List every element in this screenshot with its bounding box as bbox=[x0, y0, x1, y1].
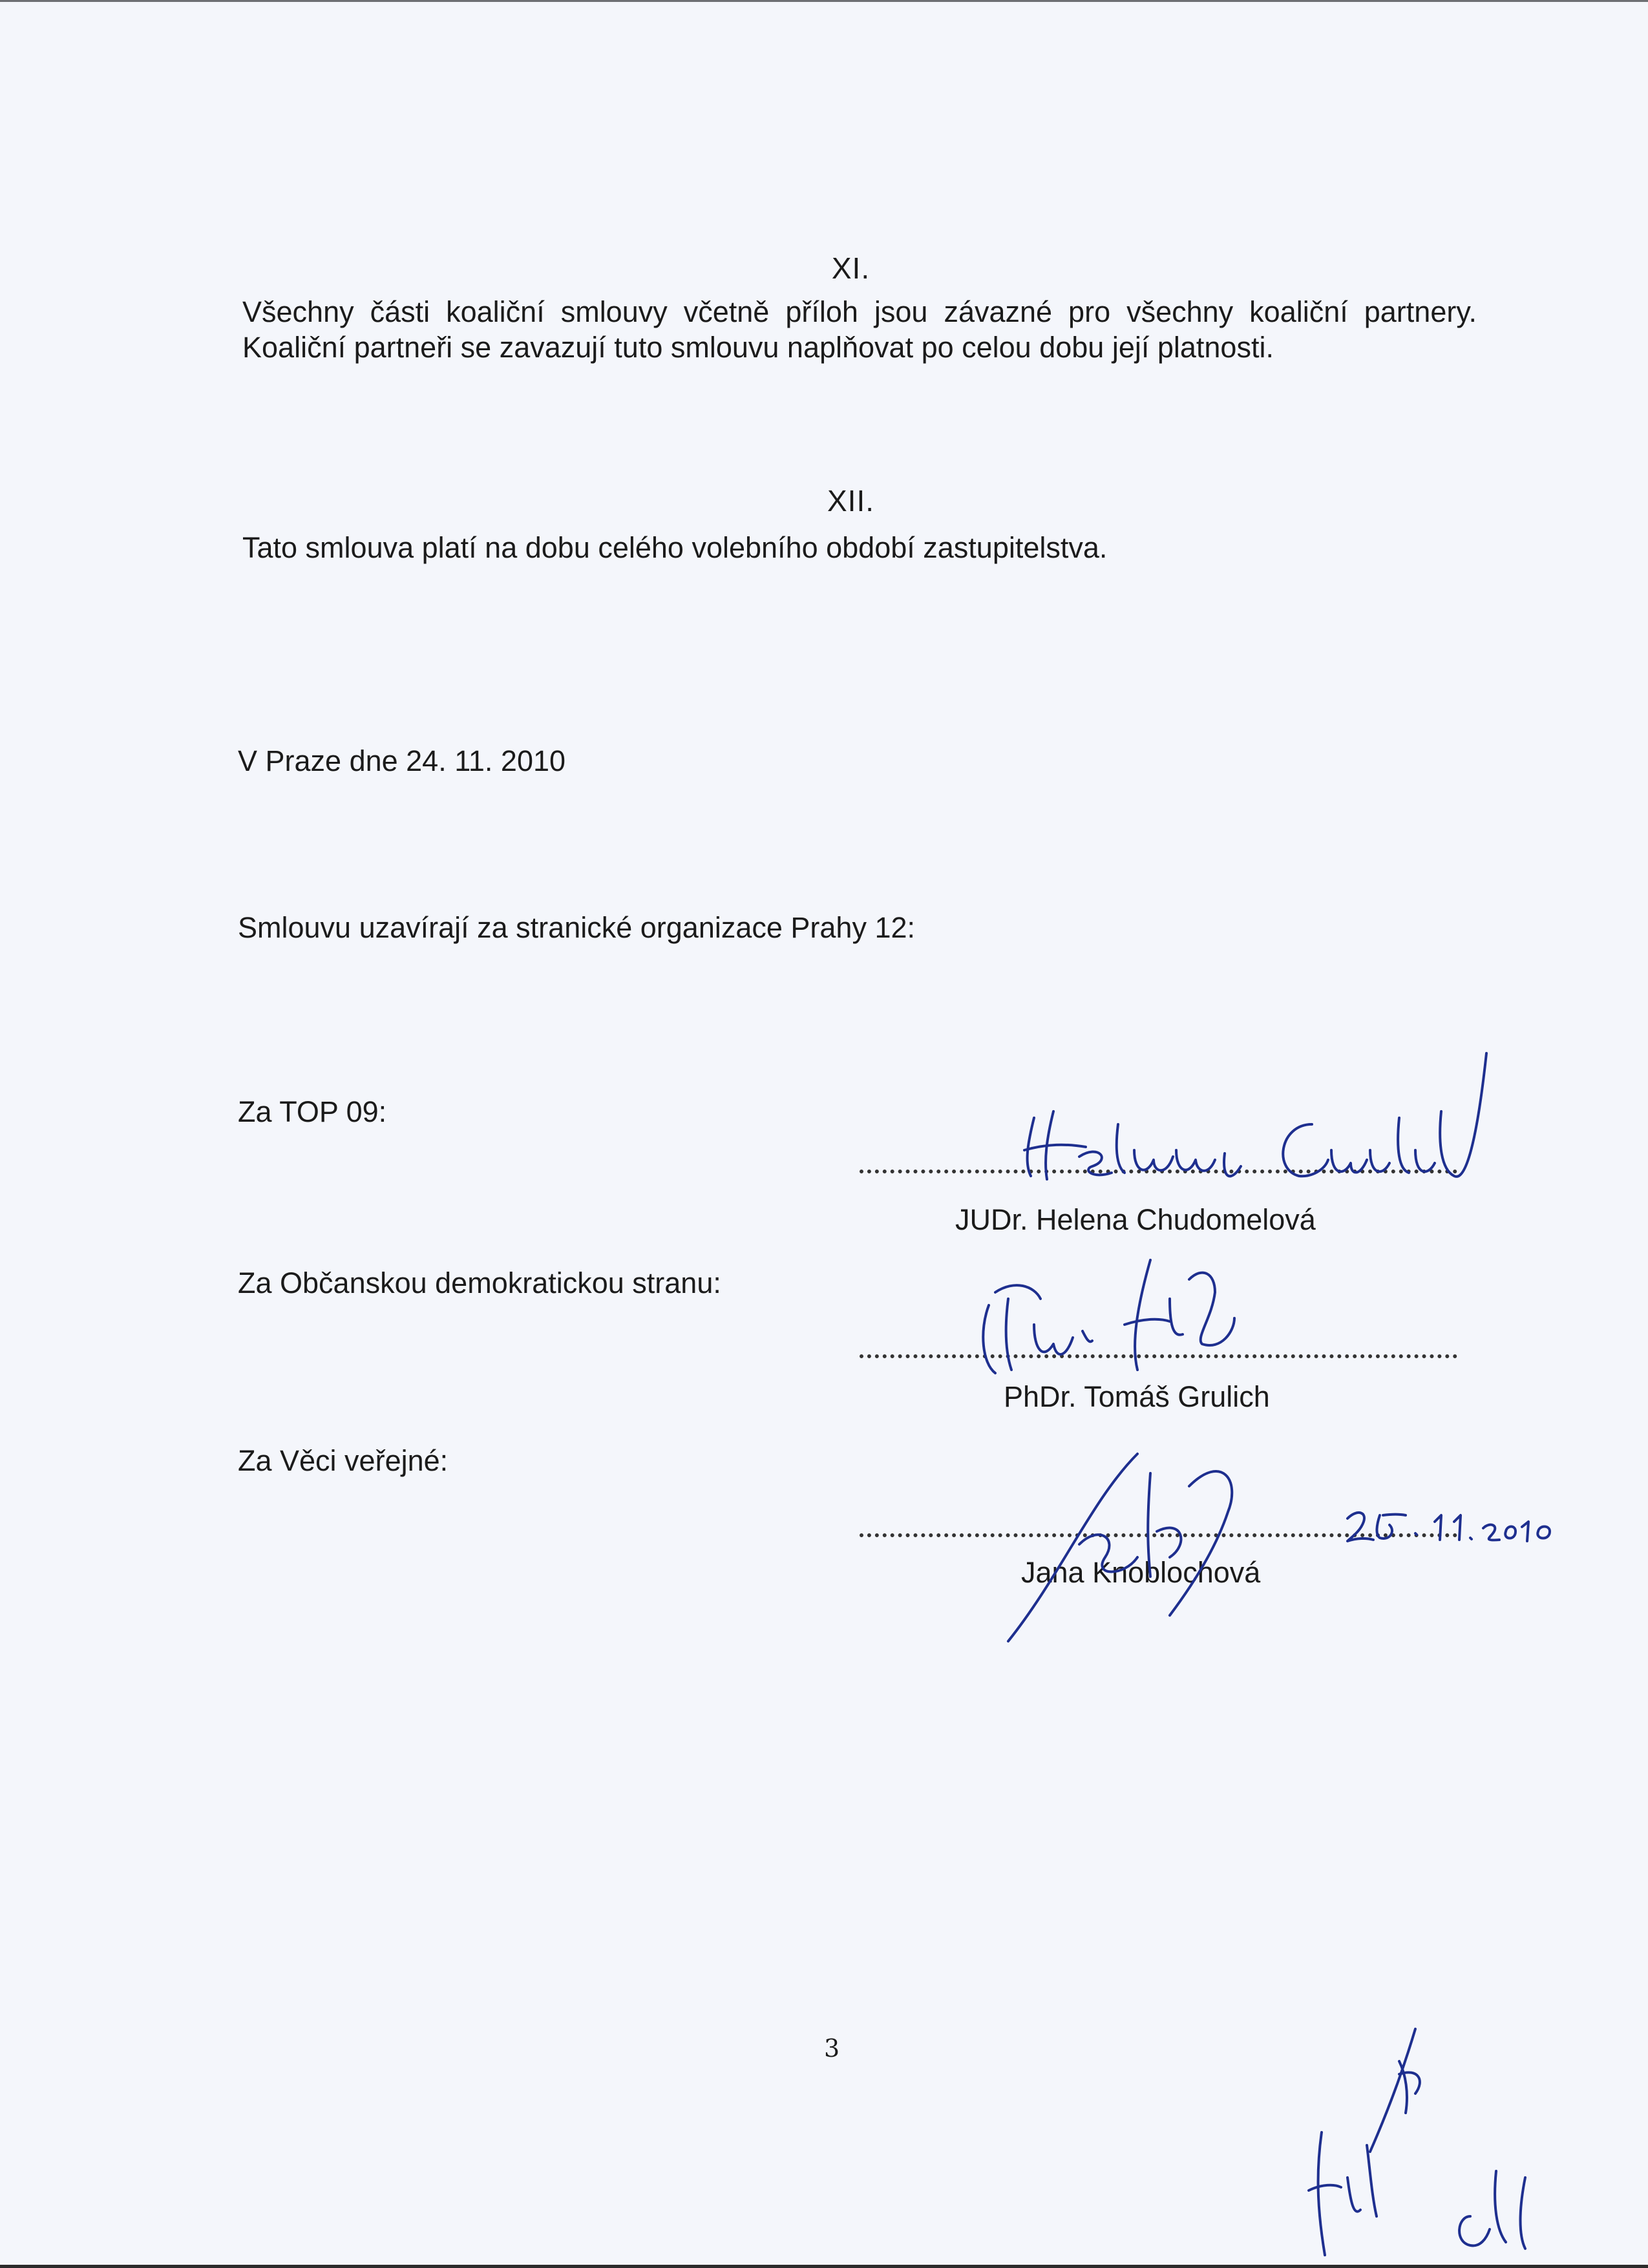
contract-intro: Smlouvu uzavírají za stranické organizace Prahy 12: bbox=[238, 911, 916, 944]
handwritten-signature-chudomelova bbox=[1008, 1047, 1499, 1202]
section-text-xi: Všechny části koaliční smlouvy včetně příloh jsou závazné pro všechny koaliční partnery. Koaliční partneři se zavazují tuto smlouvu naplňovat po celou dobu její platnosti. bbox=[242, 295, 1477, 364]
signatory-name-vv: Jana Knoblochová bbox=[1021, 1556, 1261, 1589]
place-date: V Praze dne 24. 11. 2010 bbox=[238, 744, 566, 777]
signatory-name-top09: JUDr. Helena Chudomelová bbox=[955, 1203, 1316, 1236]
section-heading-xi: XI. bbox=[831, 251, 871, 285]
party-label-ods: Za Občanskou demokratickou stranu: bbox=[238, 1266, 721, 1299]
handwritten-signature-knoblochova bbox=[995, 1447, 1318, 1648]
handwritten-initials bbox=[1296, 2022, 1574, 2262]
section-text-xii: Tato smlouva platí na dobu celého volebního období zastupitelstva. bbox=[242, 531, 1108, 564]
handwritten-signature-grulich bbox=[976, 1254, 1312, 1383]
section-heading-xii: XII. bbox=[827, 484, 875, 518]
signatory-name-ods: PhDr. Tomáš Grulich bbox=[1004, 1380, 1270, 1413]
party-label-vv: Za Věci veřejné: bbox=[238, 1444, 449, 1477]
party-label-top09: Za TOP 09: bbox=[238, 1095, 387, 1128]
handwritten-date-text: 25. 11. 2010 bbox=[1344, 1494, 1401, 1505]
page-number: 3 bbox=[824, 2034, 840, 2063]
handwritten-date bbox=[1344, 1494, 1558, 1554]
